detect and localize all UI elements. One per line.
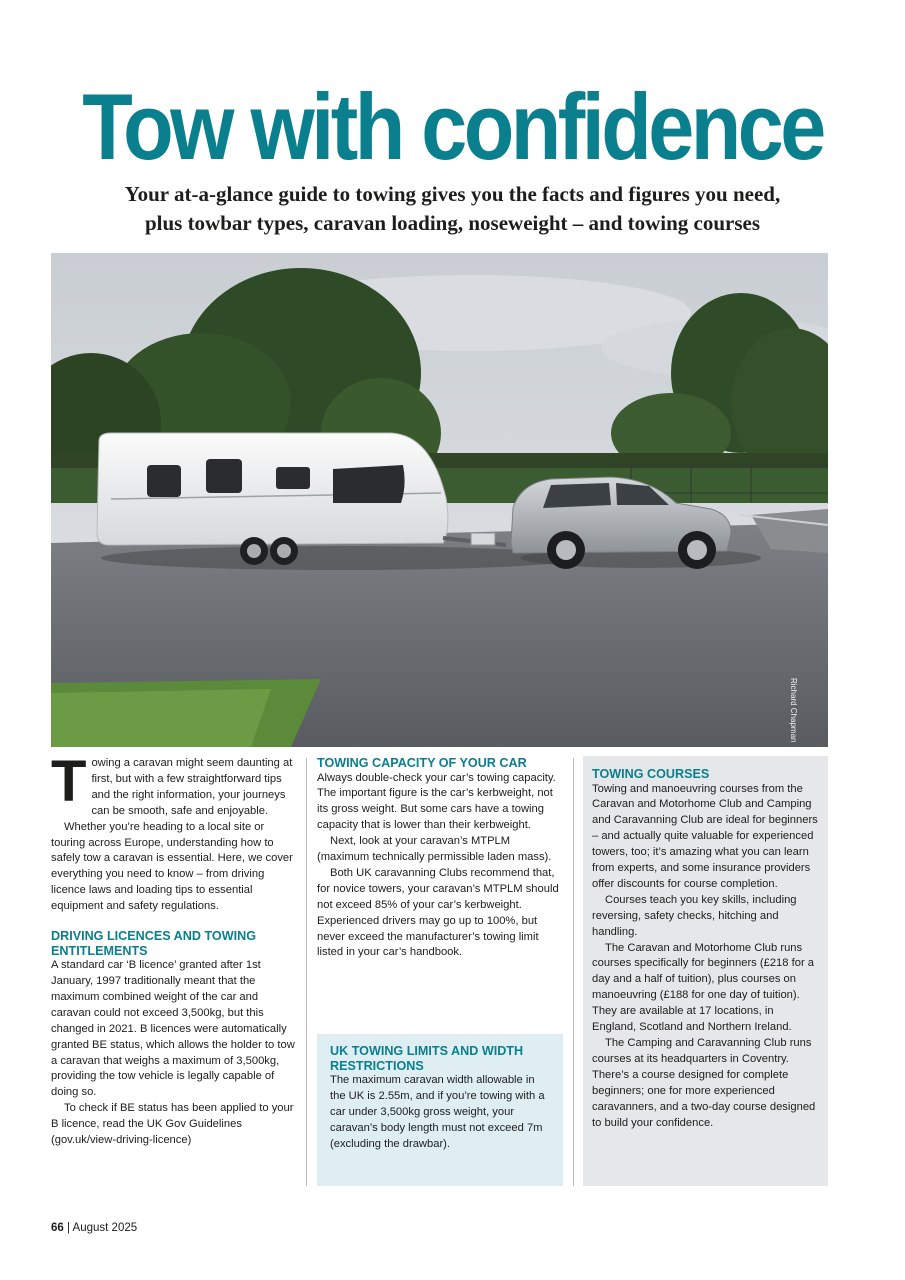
folio [51,1222,137,1234]
courses-paragraph-3: The Caravan and Motorhome Club runs courses specifically for beginners (£218 for a day and a half of tuition), plus courses on manoeuvring (£188 for one day of tuition). They are available at 17 locations, in England, Scotland and Northern Ireland. [592,941,814,1034]
heading-limits: UK TOWING LIMITS AND WIDTH RESTRICTIONS [330,1044,524,1073]
folio-separator: | [63,1222,73,1234]
column-rule-1 [306,758,307,1186]
capacity-paragraph-2: Next, look at your caravan’s MTPLM (maximum technically permissible laden mass). [317,835,552,864]
hero-photo [51,253,828,747]
drop-cap: T [51,749,87,814]
heading-licences: DRIVING LICENCES AND TOWING ENTITLEMENTS [51,929,257,958]
column-2 [317,756,563,961]
heading-capacity: TOWING CAPACITY OF YOUR CAR [317,756,527,770]
photo-credit: Richard Chapman [789,678,798,743]
intro-paragraph-1 [51,749,296,820]
courses-box [583,756,828,1186]
issue-date: August 2025 [72,1222,138,1234]
licences-paragraph-2: To check if BE status has been applied to your B licence, read the UK Gov Guidelines (gov.uk/view-driving-licence) [51,1102,294,1147]
courses-paragraph-4: The Camping and Caravanning Club runs courses at its headquarters in Coventry. There’s a course designed for complete beginners; one for more experienced caravanners, and a two-day course designed to build your confidence. [592,1037,816,1129]
heading-courses: TOWING COURSES [592,767,710,781]
column-rule-2 [573,758,574,1186]
intro-text-1: owing a caravan might seem daunting at first, but with a few straightforward tips and the right information, your journeys can be smooth, safe and enjoyable. [91,757,293,817]
limits-paragraph-1: The maximum caravan width allowable in the UK is 2.55m, and if you’re towing with a car under 3,500kg gross weight, your caravan’s body length must not exceed 7m (excluding the drawbar). [330,1074,545,1150]
courses-paragraph-2: Courses teach you key skills, including reversing, safety checks, hitching and handling. [592,893,797,938]
standfirst [60,180,845,238]
standfirst-line-1: Your at-a-glance guide to towing gives you the facts and figures you need, [124,182,781,206]
limits-box [317,1034,563,1186]
courses-paragraph-1: Towing and manoeuvring courses from the Caravan and Motorhome Club and Camping and Caravanning Club are ideal for beginners – and actually quite valuable for experienced towers, too; it’s amazing what you can learn from experts, and some insurance providers offer discounts for course completion. [592,782,818,890]
page-number: 66 [51,1222,64,1234]
intro-paragraph-2: Whether you’re heading to a local site or touring across Europe, understanding how to safely tow a caravan is essential. Here, we cover everything you need to know – from driving licence laws and loading tips to essential equipment and safety regulations. [51,820,293,913]
capacity-paragraph-3: Both UK caravanning Clubs recommend that, for novice towers, your caravan’s MTPLM should not exceed 85% of your car’s kerbweight. Experienced drivers may go up to 100%, but never exceed the manufacturer’s towing limit listed in your car’s handbook. [317,866,559,959]
capacity-paragraph-1: Always double-check your car’s towing capacity. The important figure is the car’s kerbweight, not its gross weight. But some cars have a towing capacity that is lower than their kerbweight. [317,771,556,832]
licences-paragraph-1: A standard car ‘B licence’ granted after 1st January, 1997 traditionally meant that the maximum combined weight of the car and caravan could not exceed 3,500kg, but this changed in 2021. B licences were automatically granted BE status, which allows the holder to tow a caravan that weighs a maximum of 3,500kg, providing the tow vehicle is legally capable of doing so. [51,959,295,1099]
caravan-car-illustration [51,253,828,747]
page-title: Tow with confidence [82,74,823,179]
column-1 [51,749,296,1149]
standfirst-line-2: plus towbar types, caravan loading, noseweight – and towing courses [144,211,761,235]
